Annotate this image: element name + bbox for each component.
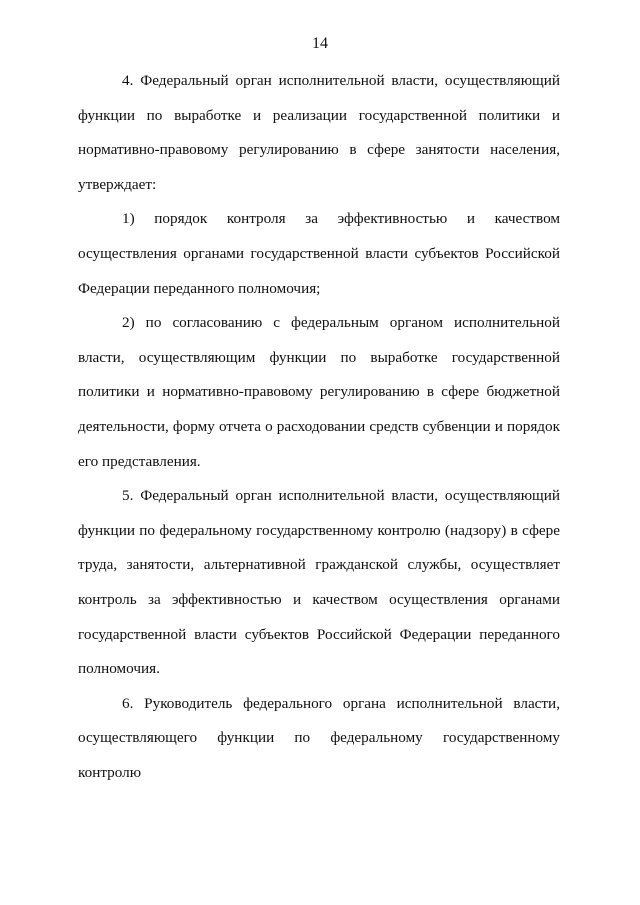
paragraph-6: 6. Руководитель федерального органа исполнительной власти, осуществляющего функции по федеральному государственному контролю xyxy=(78,694,560,781)
page-number: 14 xyxy=(312,35,328,52)
paragraph-5: 5. Федеральный орган исполнительной власти, осуществляющий функции по федеральному государственному контролю (надзору) в сфере труда, занятости, альтернативной гражданской службы, осуществляет контроль за эффективностью и качеством осуществления органами государственной власти субъектов Российской Федерации переданного полномочия. xyxy=(78,487,560,678)
document-body xyxy=(78,64,560,790)
paragraph-4-item-2: 2) по согласованию с федеральным органом исполнительной власти, осуществляющим функции по выработке государственной политики и нормативно-правовому регулированию в сфере бюджетной деятельности, форму отчета о расходовании средств субвенции и порядок его представления. xyxy=(78,314,560,470)
paragraph-4: 4. Федеральный орган исполнительной власти, осуществляющий функции по выработке и реализации государственной политики и нормативно-правовому регулированию в сфере занятости населения, утверждает: xyxy=(78,72,560,193)
paragraph-4-item-1: 1) порядок контроля за эффективностью и качеством осуществления органами государственной власти субъектов Российской Федерации переданного полномочия; xyxy=(78,210,560,297)
